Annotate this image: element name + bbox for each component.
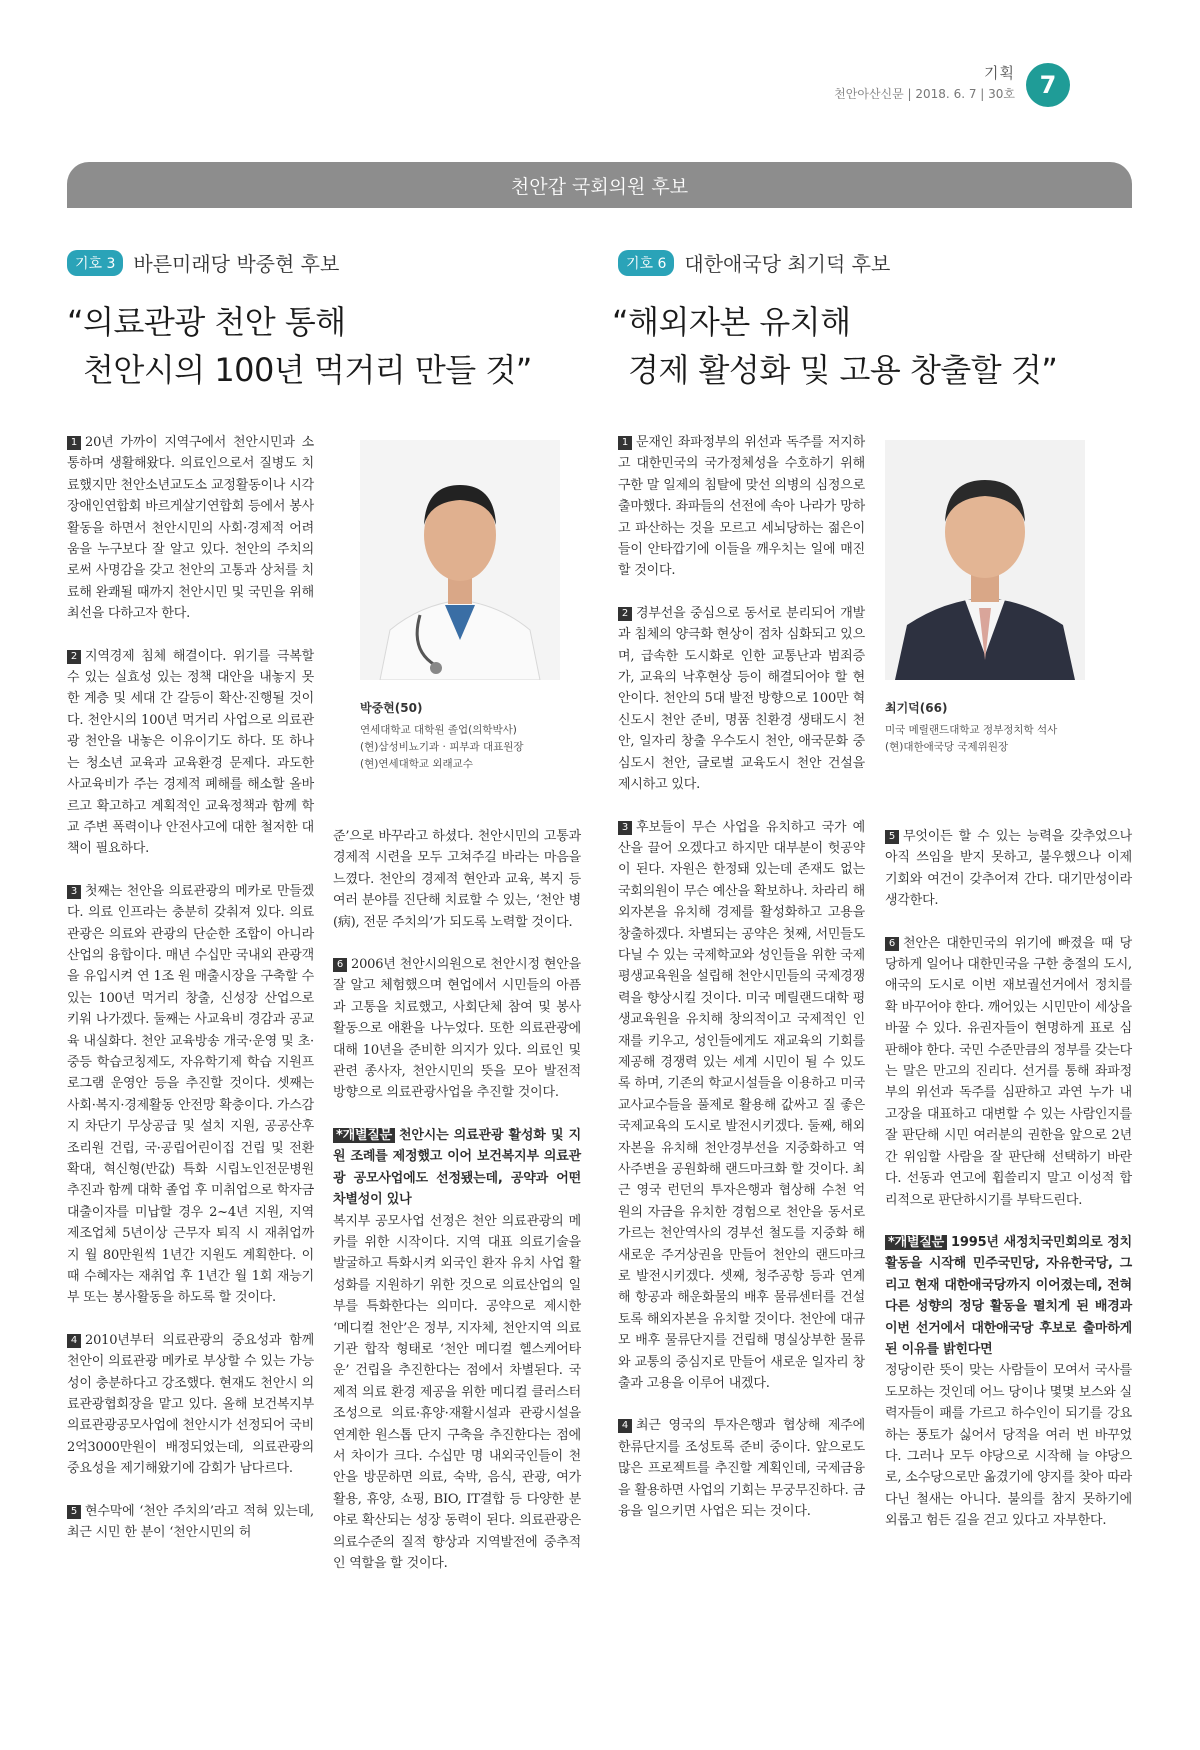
question-text: 1995년 새정치국민회의로 정치활동을 시작해 민주국민당, 자유한국당, 그리고 현재 대한애국당까지 이어졌는데, 전혀 다른 성향의 정당 활동을 펼치게 된 배경과 이번 선거에서 대한애국당 후보로 출마하게 된 이유를 밝힌다면 bbox=[885, 1234, 1132, 1357]
page-number-badge: 7 bbox=[1026, 63, 1070, 107]
ballot-number-badge: 기호 3 bbox=[67, 250, 123, 276]
paragraph-text: 무엇이든 할 수 있는 능력을 갖추었으나 아직 쓰임을 받지 못하고, 불우했으나 이제 기회와 여건이 갖추어져 간다. 대기만성이라 생각한다. bbox=[885, 829, 1132, 909]
question-number: 3 bbox=[67, 885, 81, 899]
caption-name: 최기덕(66) bbox=[885, 701, 948, 715]
individual-question bbox=[333, 1125, 581, 1211]
answer-paragraph: 정당이란 뜻이 맞는 사람들이 모여서 국사를 도모하는 것인데 어느 당이나 몇몇 보스와 실력자들이 패를 가르고 하수인이 되기를 강요하는 풍토가 싫어서 당적을 여러 번 바꾸었다. 그러나 모두 야당으로 시작해 늘 야당으로, 소수당으로만 옮겼기에 양지를 찾아 따라다닌 철새는 아니다. 불의를 참지 못하기에 외롭고 험든 길을 걷고 있다고 자부한다. bbox=[885, 1363, 1132, 1529]
paragraph-text: 첫째는 천안을 의료관광의 메카로 만들겠다. 의료 인프라는 충분히 갖춰져 있다. 의료관광은 의료와 관광의 단순한 조합이 아니라 산업의 융합이다. 매년 수십만 국내외 관광객을 유입시켜 연 1조 원 매출시장을 구축할 수 있는 100년 먹거리 창출, 신성장 산업으로 키워 나가겠다. 둘째는 사교육비 경감과 공교육 내실화다. 천안 교육방송 개국·운영 및 초·중등 학습코칭제도, 자유학기제 학습 지원프로그램 운영안 등을 추진할 것이다. 셋째는 사회·복지·경제활동 안전망 확충이다. 가스감지 차단기 무상공급 및 설치 지원, 공공산후조리원 건립, 국·공립어린이집 건립 및 전환 확대, 혁신형(반값) 특화 시립노인전문병원 추진과 함께 대학 졸업 후 미취업으로 학자금 대출이자를 미납할 경우 2~4년 지원, 지역제조업체 5년이상 근무자 퇴직 시 재취업까지 월 80만원씩 1년간 지원도 계획한다. 이때 수혜자는 재취업 후 1년간 월 1회 재능기부 또는 봉사활동을 하도록 할 것이다. bbox=[67, 883, 314, 1306]
paragraph-text: 20년 가까이 지역구에서 천안시민과 소통하며 생활해왔다. 의료인으로서 질병도 치료했지만 천안소년교도소 교정활동이나 시각장애인연합회 바르게살기연합회 등에서 봉사활동을 하면서 천안시민의 사회·경제적 어려움을 누구보다 잘 알고 있다. 천안의 주치의로써 사명감을 갖고 천안의 고통과 상처를 치료해 완쾌될 때까지 천안시민 및 국민을 위해 최선을 다하고자 한다. bbox=[67, 435, 314, 622]
portrait-illustration bbox=[360, 440, 560, 680]
question-number: 2 bbox=[618, 607, 632, 621]
candidate-header-right bbox=[618, 248, 890, 277]
question-number: 4 bbox=[67, 1334, 81, 1348]
headline-line: 천안시의 100년 먹거리 만들 것” bbox=[83, 351, 532, 389]
section-banner: 천안갑 국회의원 후보 bbox=[67, 162, 1132, 208]
answer-paragraph bbox=[618, 1415, 865, 1522]
question-text: 천안시는 의료관광 활성화 및 지원 조례를 제정했고 이어 보건복지부 의료관광 공모사업에도 선정됐는데, 공약과 어떤 차별성이 있나 bbox=[333, 1127, 581, 1208]
headline-left bbox=[67, 298, 532, 394]
publication-info: 천안아산신문 | 2018. 6. 7 | 30호 bbox=[834, 87, 1015, 101]
paragraph-text: 2006년 천안시의원으로 천안시정 현안을 잘 알고 체험했으며 현업에서 시민들의 아픔과 고통을 치료했고, 사회단체 참여 및 봉사활동으로 애환을 나누었다. 또한 의료관광에 대해 10년을 준비한 의지가 있다. 의료인 및 관련 종사자, 천안시민의 뜻을 모아 발전적 방향으로 의료관광사업을 추진할 것이다. bbox=[333, 957, 581, 1101]
candidate-name: 대한애국당 최기덕 후보 bbox=[684, 252, 891, 276]
paragraph-text: 지역경제 침체 해결이다. 위기를 극복할 수 있는 실효성 있는 정책 대안을 내놓지 못한 계층 및 세대 간 갈등이 확산·진행될 것이다. 천안시의 100년 먹거리 사업으로 의료관광 천안을 내놓은 이유이기도 하다. 또 하나는 청소년 교육과 교육환경 문제다. 과도한 사교육비가 주는 경제적 폐해를 해소할 올바르고 확고하고 계획적인 교육정책과 함께 학교 주변 폭력이나 안전사고에 대한 철저한 대책이 필요하다. bbox=[67, 648, 314, 857]
portrait-illustration bbox=[885, 440, 1085, 680]
article-column bbox=[333, 826, 581, 1595]
section-label: 기획 bbox=[984, 64, 1015, 82]
question-number: 5 bbox=[67, 1505, 81, 1519]
paragraph-text: 2010년부터 의료관광의 중요성과 함께 천안이 의료관광 메카로 부상할 수 있는 가능성이 충분하다고 강조했다. 현재도 천안시 의료관광협회장을 맡고 있다. 올해 보건복지부 의료관광공모사업에 천안시가 선정되어 국비 2억3000만원이 배정되었는데, 의료관광의 중요성을 제기해왔기에 감회가 남다르다. bbox=[67, 1332, 314, 1477]
answer-paragraph: 복지부 공모사업 선정은 천안 의료관광의 메카를 위한 시작이다. 지역 대표 의료기술을 발굴하고 특화시켜 외국인 환자 유치 사업 활성화를 지원하기 위한 것으로 의료산업의 일부를 특화한다는 의미다. 공약으로 제시한 ‘메디컬 천안’은 정부, 지자체, 천안지역 의료기관 합작 형태로 ‘천안 메디컬 헬스케어타운’ 건립을 추진한다는 점에서 차별된다. 국제적 의료 환경 제공을 위한 메디컬 클러스터 조성으로 의료·휴양·재활시설과 관광시설을 연계한 원스톱 단지 구축을 추진한다는 점에서 차이가 크다. 수십만 명 내외국인들이 천안을 방문하면 의료, 숙박, 음식, 관광, 여가활용, 휴양, 쇼핑, BIO, IT결합 등 다양한 분야로 확산되는 성장 동력이 된다. 의료관광은 의료수준의 질적 향상과 지역발전에 중추적인 역할을 할 것이다. bbox=[333, 1213, 581, 1571]
answer-paragraph bbox=[67, 881, 314, 1309]
answer-paragraph bbox=[67, 1501, 314, 1544]
answer-paragraph: 준’으로 바꾸라고 하셨다. 천안시민의 고통과 경제적 시련을 모두 고쳐주길 바라는 마음을 느꼈다. 천안의 경제적 현안과 교육, 복지 등 여러 분야를 진단해 치료할 수 있는, ‘천안 병(病), 전문 주치의’가 되도록 노력할 것이다. bbox=[333, 829, 581, 930]
caption-line: (현)대한애국당 국제위원장 bbox=[885, 741, 1009, 753]
headline-line: “해외자본 유치해 bbox=[612, 303, 851, 341]
paragraph-text: 경부선을 중심으로 동서로 분리되어 개발과 침체의 양극화 현상이 점차 심화되고 있으며, 급속한 도시화로 인한 교통난과 범죄증가, 교육의 낙후현상 등이 해결되어야 할 현안이다. 천안의 5대 발전 방향으로 100만 혁신도시 천안 준비, 명품 친환경 생태도시 천안, 일자리 창출 우수도시 천안, 애국문화 중심도시 천안, 글로벌 교육도시 천안 건설을 제시하고 있다. bbox=[618, 605, 865, 793]
caption-line: 미국 메릴랜드대학교 정부정치학 석사 bbox=[885, 724, 1058, 736]
candidate-name: 바른미래당 박중현 후보 bbox=[133, 252, 340, 276]
answer-paragraph bbox=[885, 826, 1132, 912]
photo-caption bbox=[885, 700, 1115, 756]
paragraph-text: 문재인 좌파정부의 위선과 독주를 저지하고 대한민국의 국가정체성을 수호하기 위해 구한 말 일제의 침탈에 맞선 의병의 심정으로 출마했다. 좌파들의 선전에 속아 나라가 망하고 파산하는 것을 모르고 세뇌당하는 젊은이들이 안타깝기에 이들을 깨우치는 일에 매진할 것이다. bbox=[618, 435, 865, 579]
masthead bbox=[834, 62, 1015, 102]
caption-line: (현)연세대학교 외래교수 bbox=[360, 758, 473, 770]
article-column bbox=[67, 432, 314, 1565]
headline-line: “의료관광 천안 통해 bbox=[67, 303, 346, 341]
question-number: 4 bbox=[618, 1419, 632, 1433]
article-column bbox=[618, 432, 865, 1544]
answer-paragraph bbox=[618, 603, 865, 796]
question-tag: *개별질문 bbox=[333, 1128, 395, 1143]
candidate-header-left bbox=[67, 248, 339, 277]
photo-caption bbox=[360, 700, 580, 773]
candidate-photo bbox=[360, 440, 560, 680]
paragraph-text: 천안은 대한민국의 위기에 빠졌을 때 당당하게 일어나 대한민국을 구한 충절의 도시, 애국의 도시로 이번 재보궐선거에서 정치를 확 바꾸어야 한다. 깨어있는 시민만이 세상을 바꿀 수 있다. 유권자들이 현명하게 표로 심판해야 한다. 국민 수준만큼의 정부를 갖는다는 말은 만고의 진리다. 선거를 통해 좌파정부의 위선과 독주를 심판하고 과연 누가 내 고장을 대표하고 대변할 수 있는 사람인지를 잘 판단해 시민 여러분의 권한을 앞으로 2년간 위임할 사람을 잘 판단해 선택하기 바란다. 선동과 연고에 휩쓸리지 말고 이성적 합리적으로 판단하시기를 부탁드린다. bbox=[885, 935, 1132, 1208]
caption-line: 연세대학교 대학원 졸업(의학박사) bbox=[360, 724, 517, 736]
answer-paragraph bbox=[67, 1330, 314, 1480]
paragraph-text: 현수막에 ‘천안 주치의’라고 적혀 있는데, 최근 시민 한 분이 ‘천안시민의 허 bbox=[67, 1503, 314, 1541]
answer-paragraph bbox=[885, 933, 1132, 1211]
caption-name: 박중현(50) bbox=[360, 701, 423, 715]
question-number: 5 bbox=[885, 830, 899, 844]
question-number: 6 bbox=[333, 958, 347, 972]
question-number: 1 bbox=[67, 436, 81, 450]
answer-paragraph bbox=[67, 432, 314, 625]
headline-right bbox=[612, 298, 1057, 394]
question-number: 1 bbox=[618, 436, 632, 450]
answer-paragraph bbox=[333, 954, 581, 1104]
question-number: 6 bbox=[885, 937, 899, 951]
candidate-photo bbox=[885, 440, 1085, 680]
paragraph-text: 최근 영국의 투자은행과 협상해 제주에 한류단지를 조성토록 준비 중이다. 앞으로도 많은 프로젝트를 추진할 계획인데, 국제금융을 활용하면 사업의 기회는 무궁무진하다. 금융을 일으키면 사업은 되는 것이다. bbox=[618, 1418, 865, 1520]
question-number: 3 bbox=[618, 821, 632, 835]
paragraph-text: 후보들이 무슨 사업을 유치하고 국가 예산을 끌어 오겠다고 하지만 대부분이 헛공약이 된다. 자원은 한정돼 있는데 존재도 없는 국회의원이 무슨 예산을 확보하나. 차라리 해외자본을 유치해 경제를 활성화하고 고용을 창출하겠다. 차별되는 공약은 첫째, 서민들도 다닐 수 있는 국제학교와 성인들을 위한 국제평생교육원을 설립해 천안시민들의 국제경쟁력을 향상시킬 것이다. 미국 메릴랜드대학 평생교육원을 유치해 창의적이고 국제적인 인재를 키우고, 성인들에게도 재교육의 기회를 제공해 경쟁력 있는 세계 시민이 될 수 있도록 하며, 기존의 학교시설들을 이용하고 미국교사교수들을 풀제로 활용해 값싸고 질 좋은 국제교육의 도시로 발전시키겠다. 둘째, 해외자본을 유치해 천안경부선을 지중화하고 역사주변을 공원화해 랜드마크화 할 것이다. 최근 영국 런던의 투자은행과 협상해 수천 억 원의 자금을 유치한 경험으로 천안을 동서로 가르는 천안역사의 경부선 철도를 지중화 해 새로운 주거상권을 만들어 천안의 랜드마크로 발전시키겠다. 셋째, 청주공항 등과 연계해 항공과 해운화물의 배후 물류센터를 건설토록 해외자본을 유치할 것이다. 천안에 대규모 배후 물류단지를 건립해 명실상부한 물류와 교통의 중심지로 만들어 새로운 일자리 창출과 고용을 이루어 내겠다. bbox=[618, 819, 865, 1392]
caption-line: (현)삼성비뇨기과 · 피부과 대표원장 bbox=[360, 741, 524, 753]
individual-question bbox=[885, 1232, 1132, 1360]
question-number: 2 bbox=[67, 650, 81, 664]
headline-line: 경제 활성화 및 고용 창출할 것” bbox=[628, 351, 1058, 389]
ballot-number-badge: 기호 6 bbox=[618, 250, 674, 276]
answer-paragraph bbox=[618, 817, 865, 1395]
answer-paragraph bbox=[618, 432, 865, 582]
answer-paragraph bbox=[67, 646, 314, 860]
question-tag: *개별질문 bbox=[885, 1235, 947, 1250]
article-column bbox=[885, 826, 1132, 1553]
